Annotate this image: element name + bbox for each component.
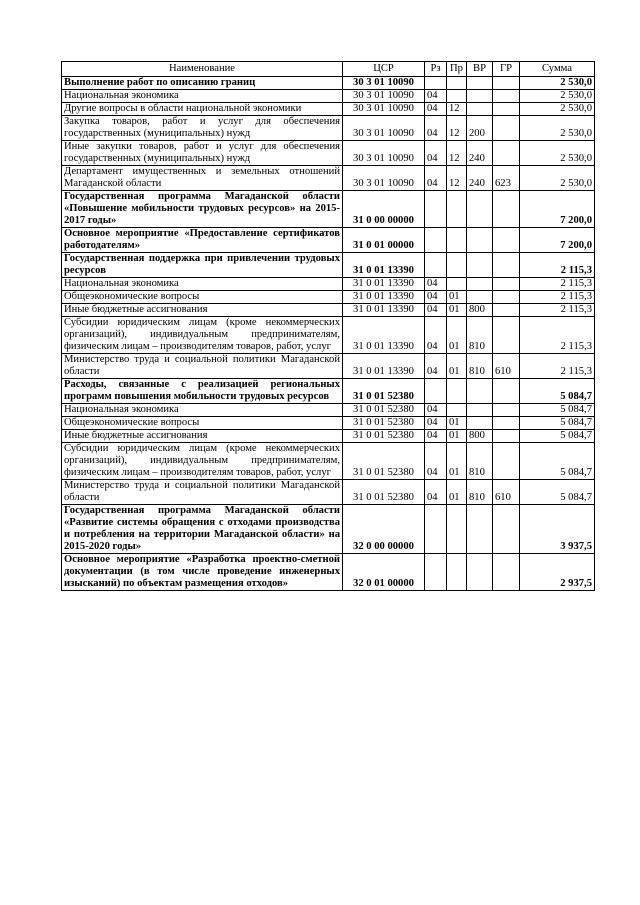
cell-name: Государственная программа Магаданской области «Повышение мобильности трудовых ресурсов» на 2015-2017 годы» bbox=[62, 191, 343, 228]
header-name: Наименование bbox=[62, 62, 343, 77]
table-row bbox=[62, 443, 595, 480]
table-row bbox=[62, 404, 595, 417]
cell-csr: 31 0 01 52380 bbox=[343, 443, 425, 480]
cell-pr bbox=[447, 379, 467, 404]
table-header-row bbox=[62, 62, 595, 77]
cell-rz: 04 bbox=[425, 417, 447, 430]
cell-csr: 32 0 00 00000 bbox=[343, 505, 425, 554]
cell-pr bbox=[447, 554, 467, 591]
table-row bbox=[62, 228, 595, 253]
table-row bbox=[62, 116, 595, 141]
cell-sum: 2 115,3 bbox=[520, 253, 595, 278]
cell-vr bbox=[467, 191, 493, 228]
cell-vr: 810 bbox=[467, 317, 493, 354]
cell-sum: 5 084,7 bbox=[520, 480, 595, 505]
cell-pr bbox=[447, 505, 467, 554]
cell-pr: 01 bbox=[447, 480, 467, 505]
cell-pr: 01 bbox=[447, 417, 467, 430]
cell-vr: 240 bbox=[467, 166, 493, 191]
cell-vr: 800 bbox=[467, 430, 493, 443]
cell-sum: 2 115,3 bbox=[520, 317, 595, 354]
cell-pr: 12 bbox=[447, 103, 467, 116]
cell-name: Общеэкономические вопросы bbox=[62, 417, 343, 430]
cell-vr bbox=[467, 77, 493, 90]
cell-name: Закупка товаров, работ и услуг для обеспечения государственных (муниципальных) нужд bbox=[62, 116, 343, 141]
cell-pr: 12 bbox=[447, 116, 467, 141]
cell-rz bbox=[425, 253, 447, 278]
table-row bbox=[62, 278, 595, 291]
budget-table bbox=[61, 61, 595, 591]
cell-vr bbox=[467, 505, 493, 554]
cell-rz: 04 bbox=[425, 404, 447, 417]
cell-gr: 623 bbox=[493, 166, 520, 191]
cell-gr bbox=[493, 253, 520, 278]
cell-vr: 810 bbox=[467, 354, 493, 379]
cell-name: Расходы, связанные с реализацией региональных программ повышения мобильности трудовых ресурсов bbox=[62, 379, 343, 404]
cell-name: Иные закупки товаров, работ и услуг для обеспечения государственных (муниципальных) нужд bbox=[62, 141, 343, 166]
cell-rz: 04 bbox=[425, 317, 447, 354]
cell-name: Министерство труда и социальной политики Магаданской области bbox=[62, 480, 343, 505]
cell-csr: 31 0 01 13390 bbox=[343, 253, 425, 278]
cell-gr bbox=[493, 505, 520, 554]
cell-name: Основное мероприятие «Предоставление сертификатов работодателям» bbox=[62, 228, 343, 253]
cell-vr: 810 bbox=[467, 443, 493, 480]
cell-vr bbox=[467, 554, 493, 591]
cell-pr: 01 bbox=[447, 443, 467, 480]
cell-gr bbox=[493, 103, 520, 116]
cell-gr bbox=[493, 554, 520, 591]
cell-rz bbox=[425, 505, 447, 554]
cell-name: Субсидии юридическим лицам (кроме некоммерческих организаций), индивидуальным предпринимателям, физическим лицам – производителям товаров, работ, услуг bbox=[62, 443, 343, 480]
cell-gr bbox=[493, 443, 520, 480]
cell-gr bbox=[493, 304, 520, 317]
cell-rz: 04 bbox=[425, 443, 447, 480]
cell-gr: 610 bbox=[493, 354, 520, 379]
cell-vr bbox=[467, 103, 493, 116]
table-row bbox=[62, 191, 595, 228]
table-row bbox=[62, 505, 595, 554]
cell-name: Государственная программа Магаданской области «Развитие системы обращения с отходами производства и потребления на территории Магаданской области» на 2015-2020 годы» bbox=[62, 505, 343, 554]
cell-sum: 7 200,0 bbox=[520, 228, 595, 253]
cell-sum: 2 115,3 bbox=[520, 354, 595, 379]
cell-sum: 2 115,3 bbox=[520, 304, 595, 317]
cell-name: Национальная экономика bbox=[62, 90, 343, 103]
cell-vr bbox=[467, 379, 493, 404]
cell-name: Другие вопросы в области национальной экономики bbox=[62, 103, 343, 116]
cell-pr: 01 bbox=[447, 304, 467, 317]
cell-vr bbox=[467, 90, 493, 103]
cell-rz: 04 bbox=[425, 116, 447, 141]
cell-rz: 04 bbox=[425, 291, 447, 304]
table-row bbox=[62, 304, 595, 317]
cell-gr bbox=[493, 379, 520, 404]
cell-gr bbox=[493, 90, 520, 103]
table-body bbox=[62, 77, 595, 591]
table-row bbox=[62, 354, 595, 379]
cell-csr: 30 3 01 10090 bbox=[343, 90, 425, 103]
cell-name: Выполнение работ по описанию границ bbox=[62, 77, 343, 90]
cell-csr: 31 0 01 52380 bbox=[343, 430, 425, 443]
table-row bbox=[62, 166, 595, 191]
cell-pr: 01 bbox=[447, 317, 467, 354]
cell-vr: 200 bbox=[467, 116, 493, 141]
cell-name: Субсидии юридическим лицам (кроме некоммерческих организаций), индивидуальным предпринимателям, физическим лицам – производителям товаров, работ, услуг bbox=[62, 317, 343, 354]
header-rz: Рз bbox=[425, 62, 447, 77]
cell-csr: 30 3 01 10090 bbox=[343, 166, 425, 191]
cell-rz: 04 bbox=[425, 166, 447, 191]
cell-pr: 01 bbox=[447, 354, 467, 379]
cell-rz: 04 bbox=[425, 141, 447, 166]
header-csr: ЦСР bbox=[343, 62, 425, 77]
table-row bbox=[62, 253, 595, 278]
cell-name: Департамент имущественных и земельных отношений Магаданской области bbox=[62, 166, 343, 191]
cell-pr: 12 bbox=[447, 166, 467, 191]
cell-sum: 5 084,7 bbox=[520, 417, 595, 430]
cell-vr bbox=[467, 417, 493, 430]
cell-csr: 30 3 01 10090 bbox=[343, 103, 425, 116]
cell-vr bbox=[467, 253, 493, 278]
cell-sum: 2 530,0 bbox=[520, 141, 595, 166]
cell-gr bbox=[493, 417, 520, 430]
cell-sum: 2 530,0 bbox=[520, 116, 595, 141]
table-row bbox=[62, 430, 595, 443]
cell-rz: 04 bbox=[425, 304, 447, 317]
cell-rz bbox=[425, 228, 447, 253]
cell-sum: 5 084,7 bbox=[520, 443, 595, 480]
cell-rz: 04 bbox=[425, 480, 447, 505]
cell-csr: 30 3 01 10090 bbox=[343, 141, 425, 166]
cell-csr: 31 0 01 13390 bbox=[343, 291, 425, 304]
header-pr: Пр bbox=[447, 62, 467, 77]
cell-pr bbox=[447, 191, 467, 228]
cell-rz bbox=[425, 554, 447, 591]
cell-csr: 31 0 01 52380 bbox=[343, 417, 425, 430]
cell-csr: 31 0 01 13390 bbox=[343, 354, 425, 379]
cell-gr bbox=[493, 317, 520, 354]
cell-vr: 810 bbox=[467, 480, 493, 505]
cell-sum: 2 530,0 bbox=[520, 166, 595, 191]
cell-rz: 04 bbox=[425, 90, 447, 103]
cell-sum: 5 084,7 bbox=[520, 379, 595, 404]
cell-name: Основное мероприятие «Разработка проектно-сметной документации (в том числе проведение инженерных изысканий) по объектам размещения отходов» bbox=[62, 554, 343, 591]
cell-pr bbox=[447, 404, 467, 417]
cell-name: Иные бюджетные ассигнования bbox=[62, 304, 343, 317]
cell-gr bbox=[493, 191, 520, 228]
table-row bbox=[62, 379, 595, 404]
cell-csr: 31 0 01 00000 bbox=[343, 228, 425, 253]
cell-gr bbox=[493, 404, 520, 417]
cell-name: Национальная экономика bbox=[62, 404, 343, 417]
cell-name: Национальная экономика bbox=[62, 278, 343, 291]
cell-sum: 5 084,7 bbox=[520, 404, 595, 417]
table-row bbox=[62, 141, 595, 166]
cell-vr bbox=[467, 278, 493, 291]
table-row bbox=[62, 291, 595, 304]
cell-vr: 800 bbox=[467, 304, 493, 317]
cell-gr bbox=[493, 228, 520, 253]
cell-pr: 01 bbox=[447, 291, 467, 304]
cell-name: Министерство труда и социальной политики Магаданской области bbox=[62, 354, 343, 379]
cell-pr bbox=[447, 278, 467, 291]
cell-pr bbox=[447, 253, 467, 278]
cell-name: Государственная поддержка при привлечении трудовых ресурсов bbox=[62, 253, 343, 278]
cell-sum: 2 530,0 bbox=[520, 90, 595, 103]
cell-pr bbox=[447, 77, 467, 90]
cell-gr bbox=[493, 291, 520, 304]
cell-csr: 30 3 01 10090 bbox=[343, 116, 425, 141]
cell-rz: 04 bbox=[425, 103, 447, 116]
cell-gr bbox=[493, 141, 520, 166]
cell-pr bbox=[447, 228, 467, 253]
cell-sum: 2 530,0 bbox=[520, 103, 595, 116]
cell-vr bbox=[467, 228, 493, 253]
cell-sum: 2 115,3 bbox=[520, 278, 595, 291]
table-row bbox=[62, 103, 595, 116]
cell-gr bbox=[493, 278, 520, 291]
cell-sum: 2 530,0 bbox=[520, 77, 595, 90]
cell-sum: 7 200,0 bbox=[520, 191, 595, 228]
cell-sum: 3 937,5 bbox=[520, 505, 595, 554]
cell-csr: 31 0 01 13390 bbox=[343, 317, 425, 354]
table-row bbox=[62, 317, 595, 354]
cell-rz: 04 bbox=[425, 278, 447, 291]
cell-csr: 30 3 01 10090 bbox=[343, 77, 425, 90]
cell-csr: 31 0 01 52380 bbox=[343, 480, 425, 505]
cell-sum: 5 084,7 bbox=[520, 430, 595, 443]
header-vr: ВР bbox=[467, 62, 493, 77]
cell-gr bbox=[493, 116, 520, 141]
cell-rz: 04 bbox=[425, 354, 447, 379]
cell-rz bbox=[425, 77, 447, 90]
table-row bbox=[62, 90, 595, 103]
table-row bbox=[62, 77, 595, 90]
cell-pr: 01 bbox=[447, 430, 467, 443]
table-row bbox=[62, 554, 595, 591]
cell-csr: 31 0 01 52380 bbox=[343, 379, 425, 404]
cell-pr bbox=[447, 90, 467, 103]
table-row bbox=[62, 480, 595, 505]
cell-csr: 31 0 00 00000 bbox=[343, 191, 425, 228]
cell-vr bbox=[467, 404, 493, 417]
cell-csr: 31 0 01 13390 bbox=[343, 278, 425, 291]
cell-sum: 2 937,5 bbox=[520, 554, 595, 591]
cell-csr: 31 0 01 13390 bbox=[343, 304, 425, 317]
cell-name: Иные бюджетные ассигнования bbox=[62, 430, 343, 443]
cell-csr: 32 0 01 00000 bbox=[343, 554, 425, 591]
cell-pr: 12 bbox=[447, 141, 467, 166]
cell-rz bbox=[425, 379, 447, 404]
cell-csr: 31 0 01 52380 bbox=[343, 404, 425, 417]
header-sum: Сумма bbox=[520, 62, 595, 77]
cell-gr: 610 bbox=[493, 480, 520, 505]
cell-vr bbox=[467, 291, 493, 304]
cell-rz: 04 bbox=[425, 430, 447, 443]
cell-rz bbox=[425, 191, 447, 228]
table-row bbox=[62, 417, 595, 430]
cell-name: Общеэкономические вопросы bbox=[62, 291, 343, 304]
cell-sum: 2 115,3 bbox=[520, 291, 595, 304]
cell-vr: 240 bbox=[467, 141, 493, 166]
cell-gr bbox=[493, 77, 520, 90]
header-gr: ГР bbox=[493, 62, 520, 77]
cell-gr bbox=[493, 430, 520, 443]
